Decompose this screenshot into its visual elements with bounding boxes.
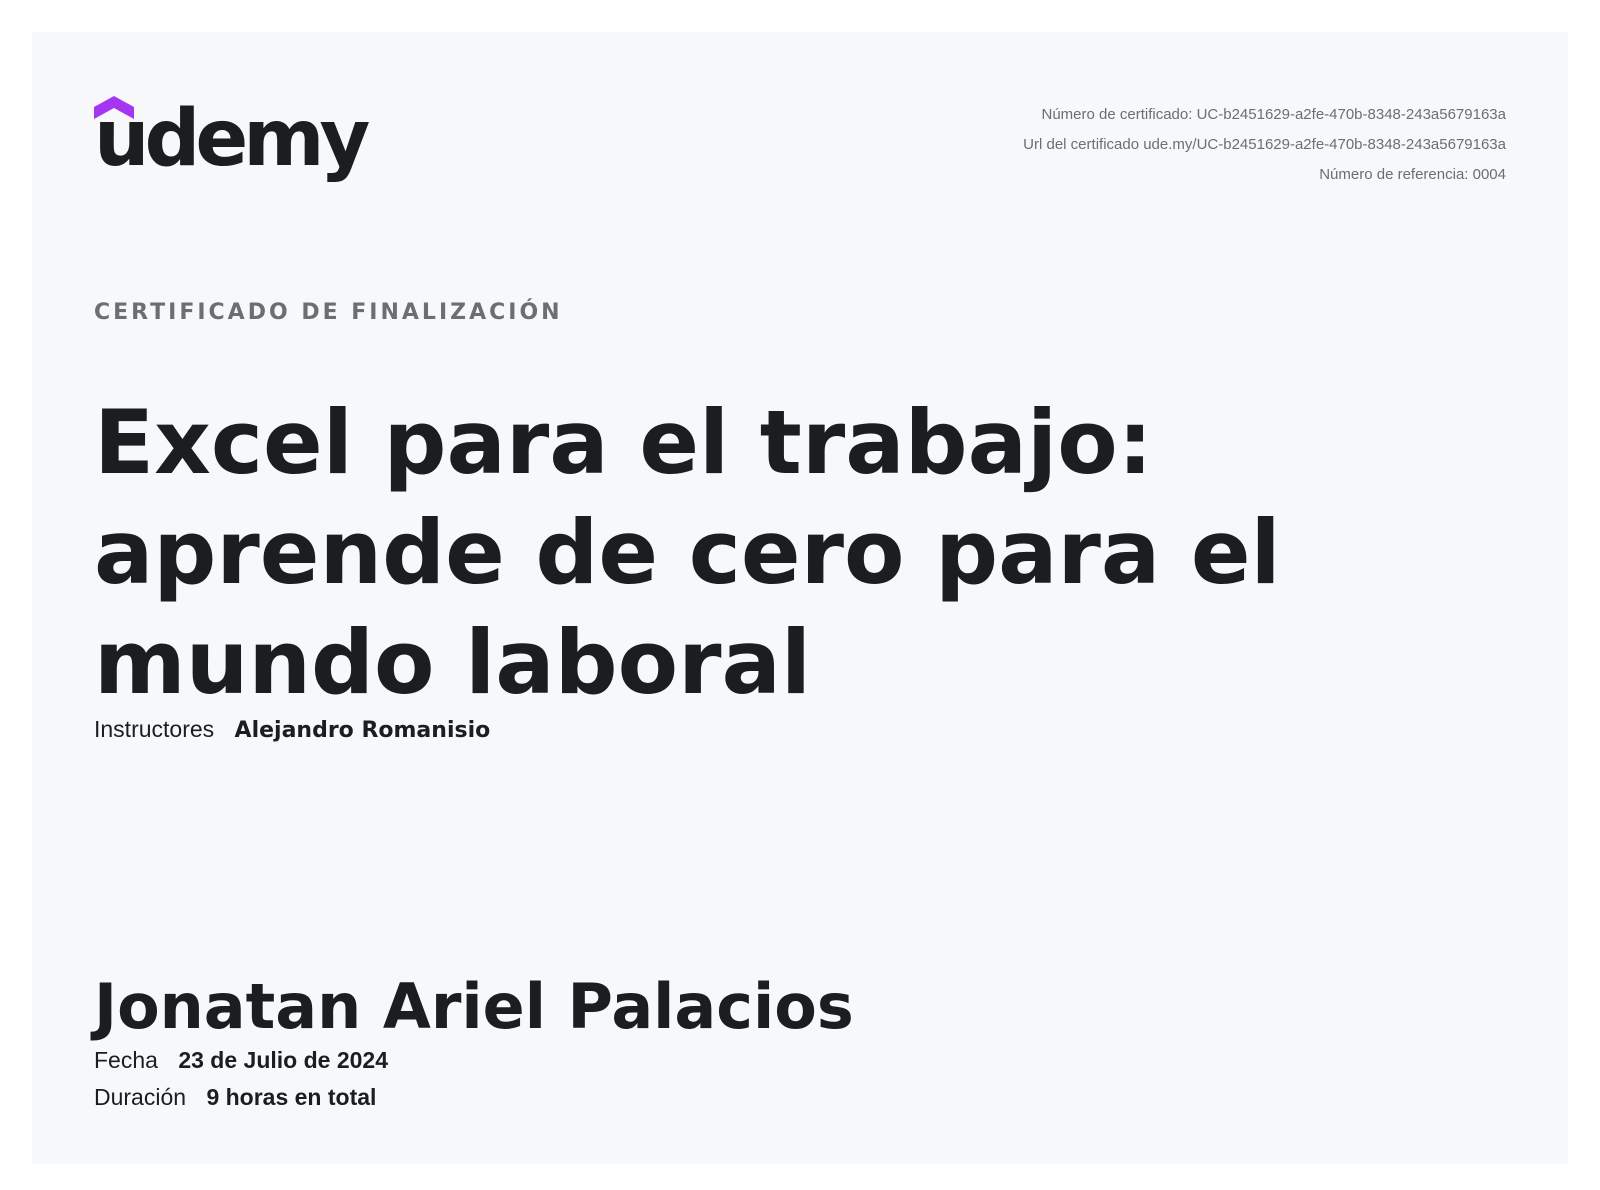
udemy-logo <box>94 94 366 196</box>
instructors-label: Instructores <box>94 716 215 742</box>
date-label: Fecha <box>94 1047 158 1073</box>
student-name: Jonatan Ariel Palacios <box>94 970 854 1043</box>
date-row <box>94 1045 388 1075</box>
duration-value: 9 horas en total <box>206 1084 377 1110</box>
certificate-meta <box>1023 100 1506 190</box>
reference-number: Número de referencia: 0004 <box>1319 166 1506 183</box>
course-title-line: aprende de cero para el <box>94 501 1281 604</box>
date-value: 23 de Julio de 2024 <box>178 1047 388 1073</box>
logo-wordmark: udemy <box>94 94 366 184</box>
certificate-eyebrow: CERTIFICADO DE FINALIZACIÓN <box>94 300 563 325</box>
course-title <box>94 388 1414 718</box>
instructor-name: Alejandro Romanisio <box>234 718 491 743</box>
certificate-url[interactable]: Url del certificado ude.my/UC-b2451629-a2fe-470b-8348-243a5679163a <box>1023 136 1506 153</box>
duration-row <box>94 1082 376 1112</box>
course-title-line: Excel para el trabajo: <box>94 391 1153 494</box>
instructors-row <box>94 714 490 746</box>
certificate-number: Número de certificado: UC-b2451629-a2fe-470b-8348-243a5679163a <box>1041 106 1506 123</box>
certificate <box>32 32 1568 1164</box>
duration-label: Duración <box>94 1084 187 1110</box>
course-title-line: mundo laboral <box>94 611 812 714</box>
